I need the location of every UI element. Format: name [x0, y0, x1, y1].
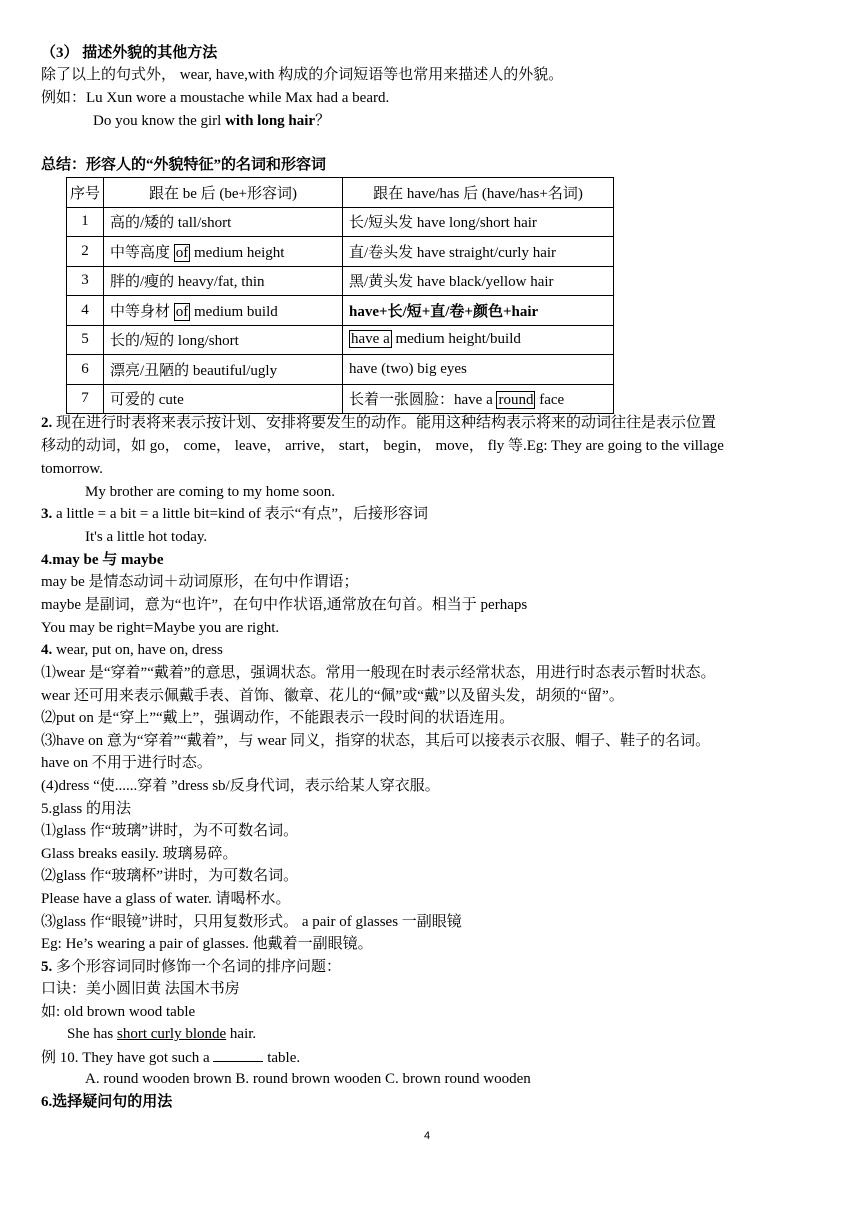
summary-heading: 总结：形容人的“外貌特征”的名词和形容词 [41, 157, 327, 173]
boxed-word: of [175, 303, 189, 320]
boxed-word: have a [351, 331, 390, 348]
table-row [67, 266, 614, 296]
text-line: 除了以上的句式外， wear, have,with 构成的介词短语等也常用来描述人的外貌。 [41, 67, 564, 83]
table-cell: 6 [67, 355, 104, 385]
text-span: Do you know the girl [93, 113, 226, 129]
underlined-phrase: short curly blonde [117, 1026, 227, 1042]
cell-text: face [535, 392, 565, 409]
text-line: 例如：Lu Xun wore a moustache while Max had a beard. [41, 90, 390, 106]
text-line [41, 413, 716, 433]
text-line: tomorrow. [41, 461, 103, 477]
text-line: may be 是情态动词＋动词原形，在句中作谓语； [41, 574, 359, 590]
table-header-cell: 跟在 have/has 后 (have/has+名词) [343, 178, 614, 208]
text-span: table. [263, 1050, 301, 1066]
text-line: ⑴glass 作“玻璃”讲时，为不可数名词。 [41, 823, 299, 839]
appearance-table [66, 177, 614, 414]
table-cell [104, 296, 343, 326]
text-line [41, 640, 223, 660]
table-row [67, 237, 614, 267]
table-cell: 长的/短的 long/short [104, 325, 343, 355]
text-span: 例 10. They have got such a [41, 1050, 214, 1066]
text-line: ⑶glass 作“眼镜”讲时，只用复数形式。 a pair of glasses 一副眼镜 [41, 914, 462, 930]
table-cell: 3 [67, 266, 104, 296]
table-row [67, 296, 614, 326]
item-number: 2. [41, 415, 53, 431]
section-heading [41, 43, 217, 63]
text-line: You may be right=Maybe you are right. [41, 620, 280, 636]
text-line: maybe 是副词，意为“也许”，在句中作状语,通常放在句首。相当于 perhaps [41, 597, 528, 613]
text-line: wear 还可用来表示佩戴手表、首饰、徽章、花儿的“佩”或“戴”以及留头发，胡须的“留”。 [41, 688, 624, 704]
text-line: Please have a glass of water. 请喝杯水。 [41, 891, 291, 907]
text-span: 现在进行时表将来表示按计划、安排将要发生的动作。能用这种结构表示将来的动词往往是表示位置 [52, 415, 717, 431]
table-header-cell: 跟在 be 后 (be+形容词) [104, 178, 343, 208]
boxed-word: round [498, 392, 534, 409]
table-cell [343, 325, 614, 355]
table-cell: have+长/短+直/卷+颜色+hair [343, 296, 614, 326]
item-number: 5. [41, 959, 53, 975]
text-line: 如: old brown wood table [41, 1004, 196, 1020]
text-line: have on 不用于进行时态。 [41, 755, 212, 771]
text-line: Glass breaks easily. 玻璃易碎。 [41, 846, 238, 862]
table-header-row [67, 178, 614, 208]
text-line: ⑵glass 作“玻璃杯”讲时，为可数名词。 [41, 868, 299, 884]
text-line: My brother are coming to my home soon. [85, 484, 335, 500]
text-line: 5.glass 的用法 [41, 801, 132, 817]
cell-text: 长着一张圆脸：have a [349, 392, 497, 409]
text-line [41, 1047, 300, 1068]
boxed-word: of [175, 244, 189, 261]
text-line: (4)dress “使......穿着 ”dress sb/反身代词，表示给某人穿衣服。 [41, 778, 440, 794]
table-cell [343, 384, 614, 414]
table-cell: 胖的/瘦的 heavy/fat, thin [104, 266, 343, 296]
item-number: 3. [41, 506, 53, 522]
text-line [67, 1024, 256, 1044]
text-line: ⑵put on 是“穿上”“戴上”，强调动作，不能跟表示一段时间的状语连用。 [41, 710, 515, 726]
cell-text: medium height [190, 244, 285, 261]
text-span: a little = a bit = a little bit=kind of 表示“有点”，后接形容词 [52, 506, 428, 522]
table-cell: have (two) big eyes [343, 355, 614, 385]
text-span: She has [67, 1026, 117, 1042]
answer-blank [213, 1047, 263, 1062]
text-span: wear, put on, have on, dress [52, 642, 223, 658]
text-span: hair. [226, 1026, 257, 1042]
cell-text: 中等高度 [110, 244, 174, 261]
table-row [67, 355, 614, 385]
text-line: Eg: He’s wearing a pair of glasses. 他戴着一副眼镜。 [41, 936, 373, 952]
table-cell: 2 [67, 237, 104, 267]
item-number: 4. [41, 642, 53, 658]
table-cell: 直/卷头发 have straight/curly hair [343, 237, 614, 267]
table-row [67, 207, 614, 237]
text-line: ⑶have on 意为“穿着”“戴着”，与 wear 同义，指穿的状态，其后可以接表示衣服、帽子、鞋子的名词。 [41, 733, 711, 749]
bold-phrase: with long hair [225, 113, 316, 129]
table-cell [104, 237, 343, 267]
table-row [67, 384, 614, 414]
heading-text: （3） 描述外貌的其他方法 [41, 45, 218, 61]
section-heading: 4.may be 与 maybe [41, 552, 164, 568]
table-cell: 7 [67, 384, 104, 414]
table-cell: 高的/矮的 tall/short [104, 207, 343, 237]
cell-text: 中等身材 [110, 303, 174, 320]
section-heading: 6.选择疑问句的用法 [41, 1094, 173, 1110]
cell-text: medium height/build [391, 331, 521, 348]
page-number: 4 [424, 1130, 431, 1142]
text-line [41, 504, 428, 524]
table-row [67, 325, 614, 355]
text-span: 多个形容词同时修饰一个名词的排序问题： [52, 959, 342, 975]
table-cell: 1 [67, 207, 104, 237]
table-cell: 可爱的 cute [104, 384, 343, 414]
text-line [93, 111, 330, 131]
table-cell: 漂亮/丑陋的 beautiful/ugly [104, 355, 343, 385]
text-line: ⑴wear 是“穿着”“戴着”的意思，强调状态。常用一般现在时表示经常状态，用进行时态表示暂时状态。 [41, 665, 716, 681]
answer-options: A. round wooden brown B. round brown wooden C. brown round wooden [85, 1071, 531, 1087]
table-cell: 长/短头发 have long/short hair [343, 207, 614, 237]
table-header-cell: 序号 [67, 178, 104, 208]
table-cell: 5 [67, 325, 104, 355]
table-cell: 4 [67, 296, 104, 326]
text-line [41, 957, 341, 977]
text-span: ？ [315, 113, 331, 129]
text-line: It's a little hot today. [85, 529, 208, 545]
cell-text: medium build [190, 303, 278, 320]
text-line: 口诀：美小圆旧黄 法国木书房 [41, 981, 240, 997]
table-cell: 黑/黄头发 have black/yellow hair [343, 266, 614, 296]
text-line: 移动的动词，如 go， come， leave， arrive， start， begin， move， fly 等.Eg: They are going to the village [41, 438, 724, 454]
